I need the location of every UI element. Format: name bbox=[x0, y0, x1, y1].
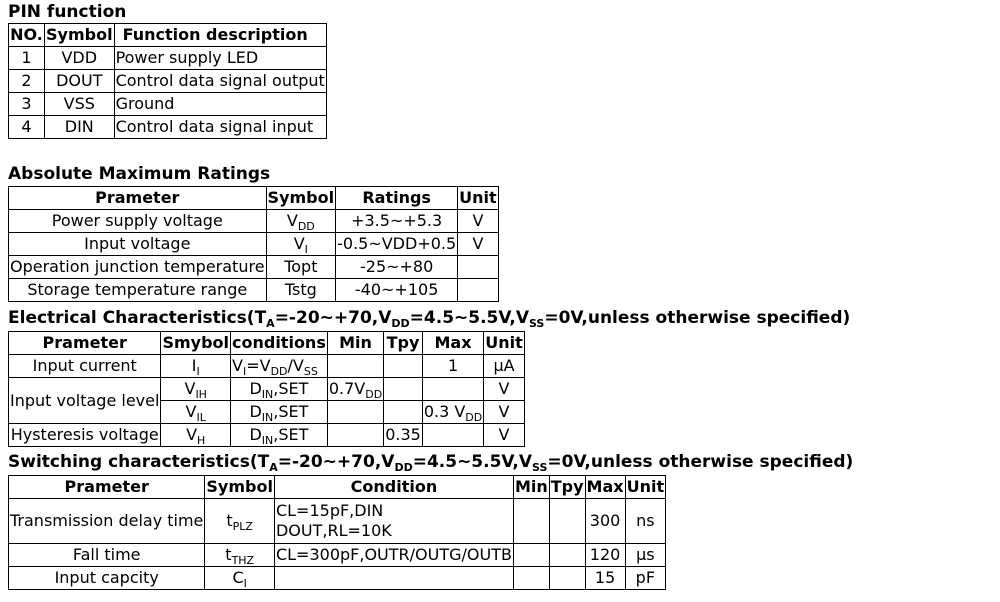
table-cell: $V_{IL}$ bbox=[161, 401, 231, 424]
table-cell: 120 bbox=[585, 544, 625, 567]
col-header: Tpy bbox=[384, 332, 423, 355]
table-cell bbox=[549, 567, 585, 590]
table-cell: 0.3 $V_{DD}$ bbox=[423, 402, 483, 424]
pin-function-title: PIN function bbox=[8, 2, 127, 22]
table-cell: $t_{THZ}$ bbox=[205, 544, 275, 567]
table-cell: Input voltage level bbox=[9, 378, 161, 424]
table-row bbox=[9, 256, 499, 279]
table-cell: -40~+105 bbox=[336, 279, 458, 302]
table-cell bbox=[549, 544, 585, 567]
table-cell: μA bbox=[484, 355, 525, 378]
table-cell: 4 bbox=[9, 116, 45, 139]
table-cell: Storage temperature range bbox=[9, 279, 267, 302]
table-cell: CL=15pF,DIN DOUT,RL=10K bbox=[274, 499, 513, 544]
col-header: Unit bbox=[625, 476, 666, 499]
table-row bbox=[9, 544, 666, 567]
table-cell bbox=[384, 378, 423, 401]
electrical-conditions: ($T_A=-20\sim+70,V_{DD}=4.5\sim 5.5V,V_{SS}=0V,unless$ otherwise specified) bbox=[246, 308, 851, 330]
table-cell: $D_{IN},SET$ bbox=[231, 424, 328, 447]
table-cell bbox=[327, 424, 383, 447]
col-header: Symbol bbox=[205, 476, 275, 499]
electrical-table bbox=[8, 331, 525, 447]
electrical-title-text: Electrical Characteristics bbox=[8, 308, 247, 328]
col-header: Prameter bbox=[9, 187, 267, 210]
absolute-max-title: Absolute Maximum Ratings bbox=[8, 164, 271, 184]
table-cell: Tstg bbox=[266, 279, 336, 302]
electrical-title bbox=[8, 308, 850, 328]
table-cell: CL=300pF,OUTR/OUTG/OUTB bbox=[274, 544, 513, 567]
table-cell bbox=[549, 499, 585, 544]
table-cell: Fall time bbox=[9, 544, 205, 567]
table-cell: Control data signal output bbox=[114, 70, 326, 93]
table-cell: V bbox=[484, 401, 525, 424]
table-header-row bbox=[9, 24, 327, 47]
table-header-row bbox=[9, 476, 666, 499]
table-cell: -0.5~VDD+0.5 bbox=[336, 233, 458, 256]
table-cell: V bbox=[484, 424, 525, 447]
col-header: Min bbox=[513, 476, 549, 499]
table-cell: Input voltage bbox=[9, 233, 267, 256]
absolute-max-table bbox=[8, 186, 499, 302]
table-cell bbox=[384, 355, 423, 378]
col-header: Function description bbox=[114, 24, 326, 47]
table-row bbox=[9, 355, 525, 378]
col-header: Min bbox=[327, 332, 383, 355]
table-row bbox=[9, 93, 327, 116]
col-header: NO. bbox=[9, 24, 45, 47]
table-cell: Ground bbox=[114, 93, 326, 116]
table-cell: 0.35 bbox=[384, 424, 423, 447]
table-row bbox=[9, 233, 499, 256]
table-cell bbox=[327, 355, 383, 378]
table-header-row bbox=[9, 332, 525, 355]
table-cell: $C_I$ bbox=[205, 567, 275, 590]
table-cell bbox=[458, 256, 499, 279]
col-header: Condition bbox=[274, 476, 513, 499]
table-cell: Input capcity bbox=[9, 567, 205, 590]
table-row bbox=[9, 424, 525, 447]
table-cell: $D_{IN},SET$ bbox=[231, 378, 328, 401]
table-cell: $V_{IH}$ bbox=[161, 378, 231, 401]
table-cell: $t_{PLZ}$ bbox=[205, 499, 275, 544]
table-cell: Power supply voltage bbox=[9, 210, 267, 233]
col-header: Smybol bbox=[161, 332, 231, 355]
table-cell bbox=[513, 544, 549, 567]
table-cell: 300 bbox=[585, 499, 625, 544]
table-cell bbox=[513, 499, 549, 544]
pin-function-table bbox=[8, 23, 327, 139]
table-cell: $V_H$ bbox=[161, 424, 231, 447]
table-row bbox=[9, 210, 499, 233]
table-cell: DOUT bbox=[45, 70, 115, 93]
table-cell: $D_{IN},SET$ bbox=[231, 401, 328, 424]
table-cell bbox=[384, 401, 423, 424]
table-cell bbox=[327, 401, 383, 424]
table-cell: 1 bbox=[422, 355, 483, 378]
table-cell: $0.7V_{DD}$ bbox=[328, 379, 383, 401]
table-header-row bbox=[9, 187, 499, 210]
table-cell: Control data signal input bbox=[114, 116, 326, 139]
table-cell bbox=[458, 279, 499, 302]
switching-title-text: Switching characteristics bbox=[8, 452, 250, 472]
col-header: Prameter bbox=[9, 476, 205, 499]
symbol-text: V bbox=[286, 211, 298, 230]
table-row bbox=[9, 116, 327, 139]
table-cell: -25~+80 bbox=[336, 256, 458, 279]
switching-conditions: ($T_A=-20\sim+70,V_{DD}=4.5\sim 5.5V,V_{SS}=0V,unless$ otherwise specified) bbox=[249, 452, 854, 474]
col-header: Symbol bbox=[266, 187, 336, 210]
table-cell: Input current bbox=[9, 355, 161, 378]
table-row bbox=[9, 70, 327, 93]
col-header: Unit bbox=[458, 187, 499, 210]
table-cell: V bbox=[458, 210, 499, 233]
symbol-subscript: I bbox=[304, 243, 308, 256]
col-header: Symbol bbox=[45, 24, 115, 47]
table-row bbox=[9, 47, 327, 70]
table-cell: VDD bbox=[45, 47, 115, 70]
table-cell: Operation junction temperature bbox=[9, 256, 267, 279]
table-row bbox=[9, 378, 525, 401]
table-cell: 3 bbox=[9, 93, 45, 116]
table-cell: pF bbox=[625, 567, 666, 590]
table-cell: μs bbox=[625, 544, 666, 567]
col-header: Prameter bbox=[9, 332, 161, 355]
table-cell bbox=[274, 567, 513, 590]
table-cell: V bbox=[484, 378, 525, 401]
switching-title bbox=[8, 452, 853, 472]
table-cell: Transmission delay time bbox=[9, 499, 205, 544]
table-cell: 2 bbox=[9, 70, 45, 93]
col-header: Unit bbox=[484, 332, 525, 355]
table-cell: DIN bbox=[45, 116, 115, 139]
table-cell: Hysteresis voltage bbox=[9, 424, 161, 447]
col-header: Max bbox=[422, 332, 483, 355]
col-header: Ratings bbox=[336, 187, 458, 210]
table-row bbox=[9, 567, 666, 590]
table-row bbox=[9, 499, 666, 544]
table-cell: $V_I=V_{DD}/V_{SS}$ bbox=[231, 355, 328, 378]
table-cell bbox=[266, 233, 336, 256]
table-row bbox=[9, 279, 499, 302]
table-cell bbox=[266, 210, 336, 233]
table-cell: ns bbox=[625, 499, 666, 544]
table-cell: Power supply LED bbox=[114, 47, 326, 70]
table-cell: +3.5~+5.3 bbox=[336, 210, 458, 233]
table-cell bbox=[422, 424, 483, 447]
symbol-subscript: DD bbox=[297, 220, 315, 233]
table-cell: V bbox=[458, 233, 499, 256]
table-cell bbox=[422, 378, 483, 401]
table-cell: 15 bbox=[585, 567, 625, 590]
col-header: Tpy bbox=[549, 476, 585, 499]
table-cell bbox=[513, 567, 549, 590]
table-cell: Topt bbox=[266, 256, 336, 279]
symbol-text: V bbox=[293, 234, 305, 253]
table-cell: $I_I$ bbox=[161, 355, 231, 378]
switching-table bbox=[8, 475, 666, 590]
table-cell: 1 bbox=[9, 47, 45, 70]
col-header: Max bbox=[585, 476, 625, 499]
col-header: conditions bbox=[231, 332, 328, 355]
table-cell: VSS bbox=[45, 93, 115, 116]
